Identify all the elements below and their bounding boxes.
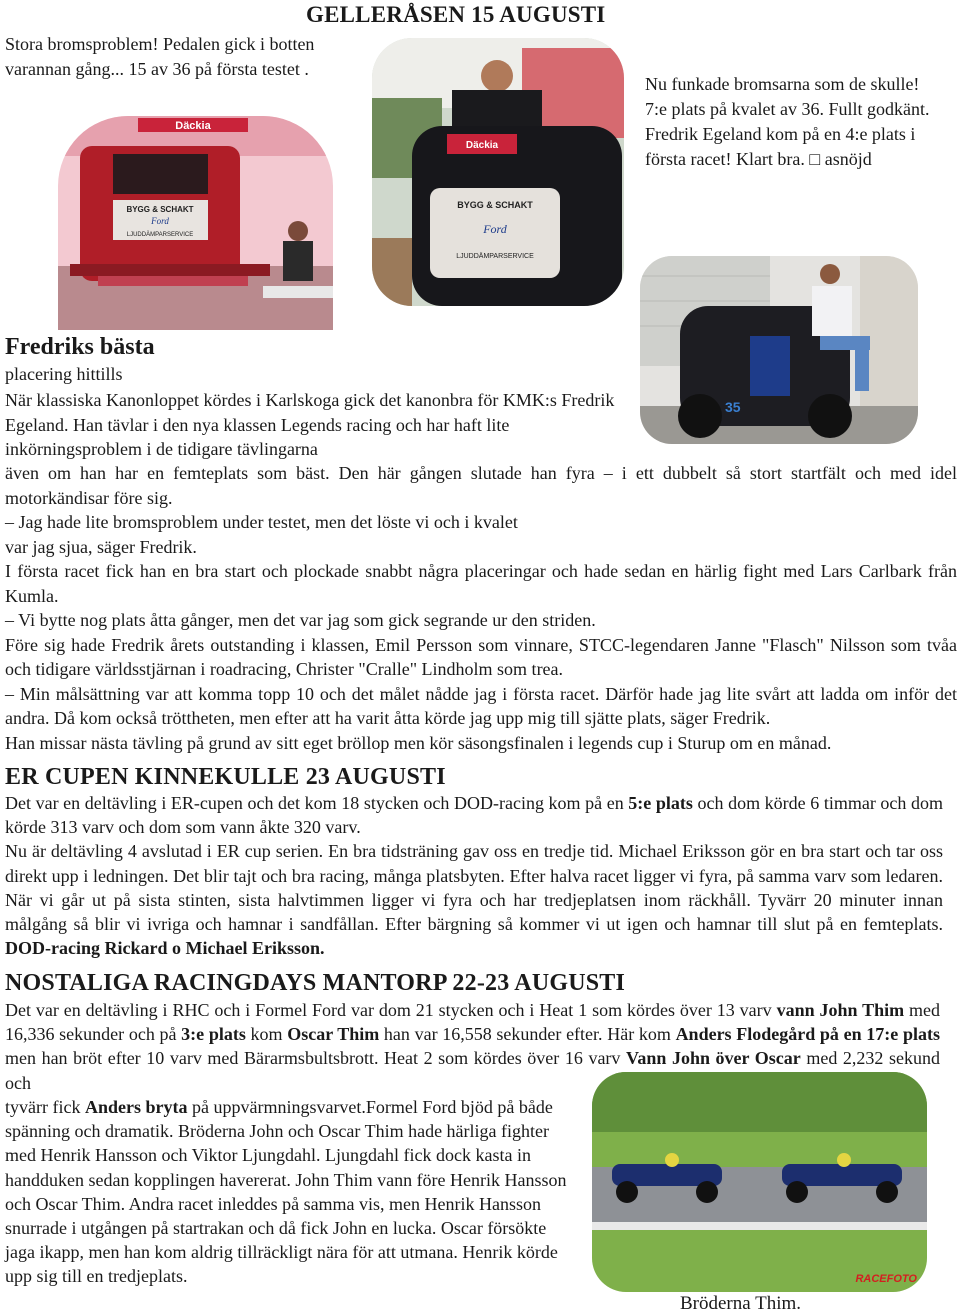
text-span: med 2,232 sekund och xyxy=(5,1048,940,1093)
bold-span: Anders bryta xyxy=(84,1097,188,1117)
section-heading-er-cup: ER CUPEN KINNEKULLE 23 AUGUSTI xyxy=(5,764,446,790)
p2-panel1: BYGG & SCHAKT xyxy=(457,200,533,210)
fredrik-paragraph: Före sig hade Fredrik årets outstanding i klassen, Emil Persson som vinnare, STCC-legendaren Janne "Flasch" Nilsson som tvåa och tidigare världsstjärnan i roadracing, Christer "Cralle" Lindholm som trea. xyxy=(5,634,957,679)
nostalgia-paragraph xyxy=(5,1095,580,1289)
p2-panel2: Ford xyxy=(483,222,507,236)
p4-watermark: RACEFOTO xyxy=(855,1273,917,1285)
bold-span: 3:e plats xyxy=(181,1024,246,1045)
caption-bottom: Bröderna Thim. xyxy=(680,1293,802,1314)
text-span: Det var en deltävling i ER-cupen och det kom 18 stycken och DOD-racing kom på en xyxy=(5,793,629,813)
fredrik-paragraph: Han missar nästa tävling på grund av sitt eget bröllop men kör säsongsfinalen i legends cup i Sturup om en månad. xyxy=(5,732,832,753)
bold-span: Vann John över Oscar xyxy=(626,1048,801,1069)
bold-span: 5:e plats xyxy=(628,793,693,813)
fredrik-paragraph: – Min målsättning var att komma topp 10 och det målet nådde jag i första racet. Därför hade jag lite svårt att ladda om inför det andra. Då kom också tröttheten, men efter att ha varit åtta körde jag upp mig till sjätte plats, säger Fredrik. xyxy=(5,683,957,728)
caption-left: Stora bromsproblem! Pedalen gick i botten varannan gång... 15 av 36 på första testet . xyxy=(5,34,315,79)
text-span: Det var en deltävling i RHC och i Formel Ford var dom 21 stycken och i Heat 1 som kördes över 13 varv xyxy=(5,1000,777,1020)
p3-number: 35 xyxy=(725,399,741,415)
text-span: han var 16,558 sekunder efter. Här kom xyxy=(379,1024,676,1045)
text-span: tyvärr fick xyxy=(5,1097,85,1117)
photo-driver-on-car xyxy=(372,38,624,306)
fredrik-paragraph: även om han har en femteplats som bäst. Den här gången slutade han fyra – i ett dubbelt så stort startfält och med idel motorkändisar före sig. xyxy=(5,463,957,508)
text-span: Nu är deltävling 4 avslutad i ER cup serien. En bra tidsträning gav oss en tredje tid. Michael Eriksson gör en bra start och tar oss direkt upp i ledningen. Det blir tajt och bra racing, många platsbyten. Efter halva racet ligger vi fyra, på samma varv som ledaren. När vi går ut på sista stinten, sista halvtimmen ligger vi fyra och har tredjeplatsen inom räckhåll. Tyvärr 20 minuter innan målgång så blir vi ivriga och hamnar i sandfållan. Efter bärgning så kommer vi ut igen och hamnar till slut på en femteplats. xyxy=(5,841,943,935)
text-span: kom xyxy=(245,1024,288,1045)
fredrik-body xyxy=(5,461,957,755)
nostalgia-body-left xyxy=(5,1095,580,1289)
photo-formula-ford-cars xyxy=(592,1072,927,1292)
er-cup-paragraph xyxy=(5,791,943,839)
text-span: med 16,336 sekunder och på xyxy=(5,1000,940,1045)
text-span: på uppvärmningsvarvet.Formel Ford bjöd på både spänning och dramatik. Bröderna John och Oscar Thim hade härliga fighter med Henrik Hansson och Viktor Ljungdahl. Ljungdahl fick dock kasta in handduken sedan kopplingen havererat. John Thim vann före Henrik Hansson och Oscar Thim. Andra racet inleddes på samma vis, men Henrik Hansson snurrade i utgången på startrakan och då fick John en lucka. Oscar försökte jaga ikapp, men han kom aldrig tillräckligt nära för att utmana. Henrik körde upp sig till en tredjeplats. xyxy=(5,1097,567,1287)
p1-sign-text: Däckia xyxy=(175,120,211,132)
fredrik-paragraph: När klassiska Kanonloppet kördes i Karlskoga gick det kanonbra för KMK:s Fredrik Egeland. Han tävlar i den nya klassen Legends racing och har haft lite inkörningsproblem i de tidigare tävlingarna xyxy=(5,390,615,459)
p2-sign-text: Däckia xyxy=(465,140,499,151)
er-cup-body xyxy=(5,791,943,960)
caption-right: Nu funkade bromsarna som de skulle! 7:e plats på kvalet av 36. Fullt godkänt. Fredrik Egeland kom på en 4:e plats i första racet! Klart bra. □ asnöjd xyxy=(645,74,930,169)
page-title: GELLERÅSEN 15 AUGUSTI xyxy=(306,2,606,27)
bold-span: vann John Thim xyxy=(776,1000,905,1020)
p1-panel3: LJUDDÄMPARSERVICE xyxy=(126,232,194,238)
photo-car-in-tent xyxy=(58,116,333,330)
fredrik-paragraph: – Jag hade lite bromsproblem under testet, men det löste vi och i kvalet var jag sjua, säger Fredrik. xyxy=(5,512,518,557)
section-heading-nostalgia: NOSTALIGA RACINGDAYS MANTORP 22-23 AUGUSTI xyxy=(5,970,626,996)
photo-black-legends-car xyxy=(640,256,918,444)
bold-span: Oscar Thim xyxy=(287,1024,380,1045)
fredrik-intro xyxy=(5,388,635,462)
section-heading-fredrik: Fredriks bästa xyxy=(5,334,155,360)
bold-span: DOD-racing Rickard o Michael Eriksson. xyxy=(5,938,325,959)
p1-panel2: Ford xyxy=(151,216,169,226)
fredrik-paragraph: – Vi bytte nog plats åtta gånger, men det var jag som gick segrande ur den striden. xyxy=(5,610,596,630)
p1-panel1: BYGG & SCHAKT xyxy=(126,205,194,214)
p2-panel3: LJUDDÄMPARSERVICE xyxy=(456,253,534,260)
fredrik-paragraph: I första racet fick han en bra start och plockade snabbt några placeringar och hade sedan en härlig fight med Lars Carlbark från Kumla. xyxy=(5,561,957,606)
section-subheading-fredrik: placering hittills xyxy=(5,364,123,384)
bold-span: Anders Flodegård på en 17:e plats xyxy=(675,1024,940,1045)
text-span: men han bröt efter 10 varv med Bärarmsbultsbrott. Heat 2 som kördes över 16 varv xyxy=(5,1048,627,1069)
er-cup-paragraph xyxy=(5,839,943,960)
text-span: och dom körde 6 timmar och dom körde 313 varv och dom som vann åkte 320 varv. xyxy=(5,793,943,838)
